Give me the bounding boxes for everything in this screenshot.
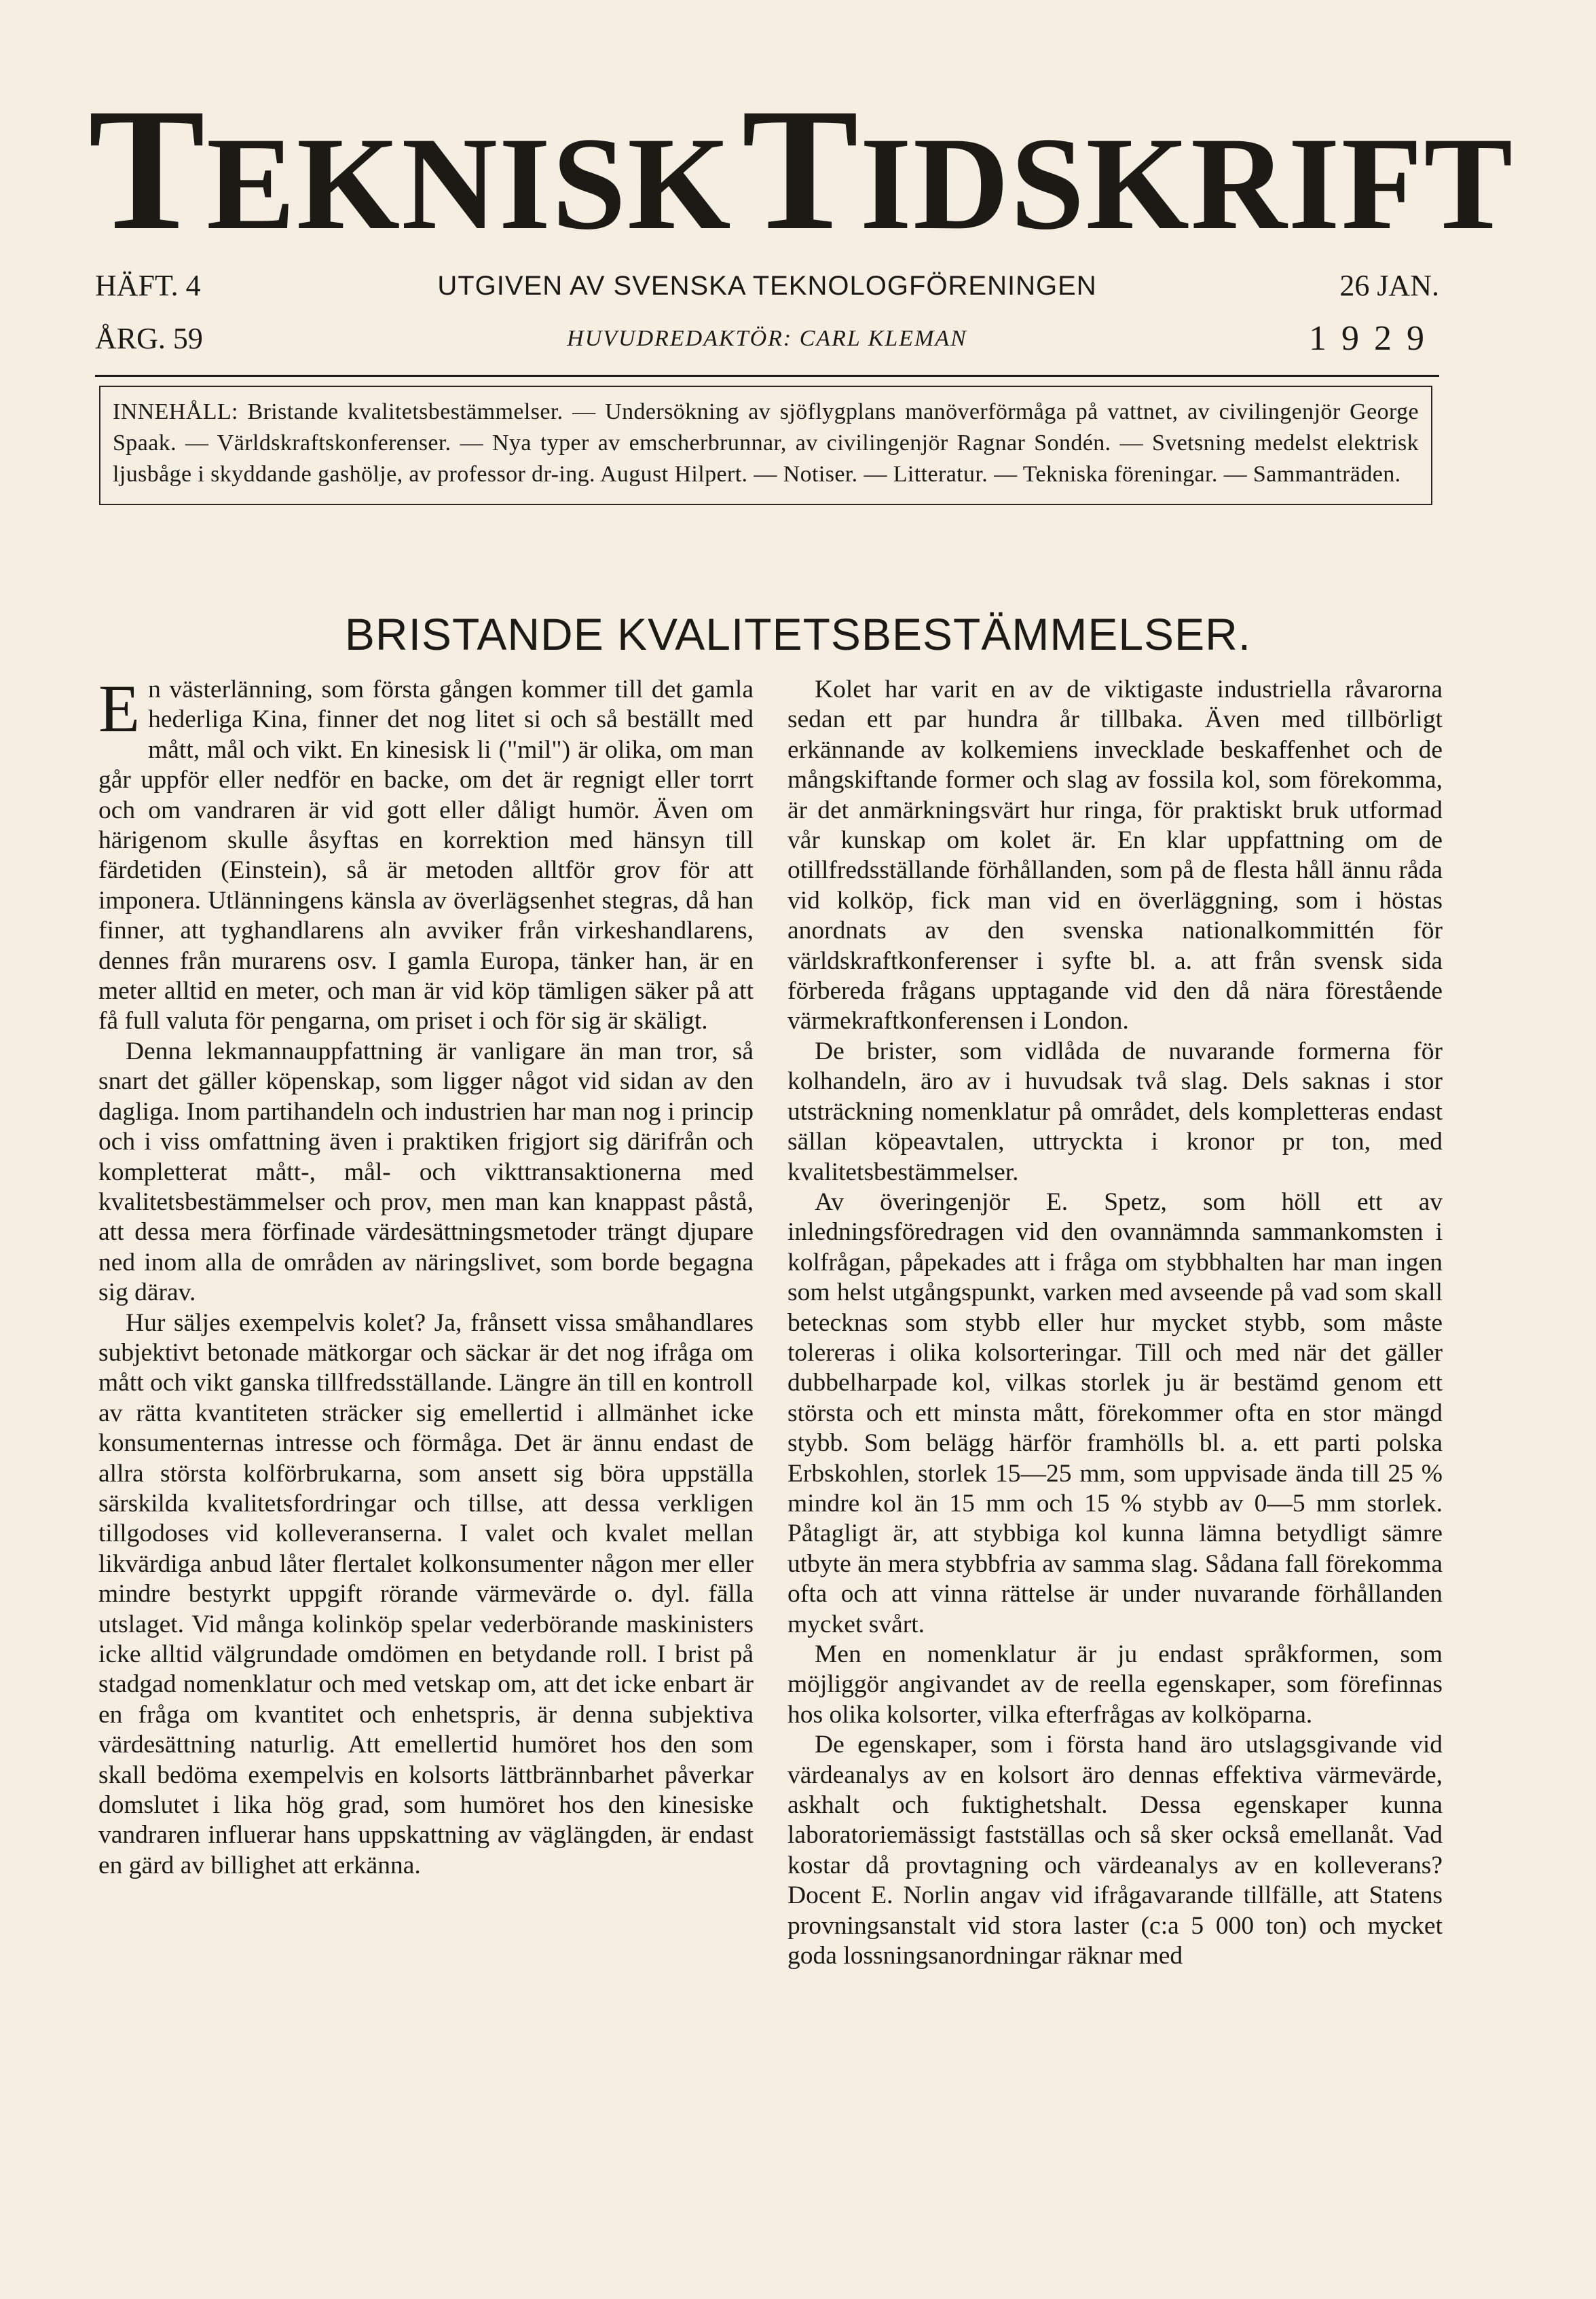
paragraph: De egenskaper, som i första hand äro utslagsgivande vid värdeanalys av en kolsort äro dennas effektiva värmevärde, askhalt och fuktighetshalt. Dessa egenskaper kunna laboratoriemässigt fastställas och så sker också emellanåt. Vad kostar då provtagning och värdeanalys av en kolleverans? Docent E. Norlin angav vid ifrågavarande tillfälle, att Statens provningsanstalt vid stora laster (c:a 5 000 ton) och mycket goda lossningsanordningar räknar med xyxy=(787,1731,1443,1970)
paragraph xyxy=(98,671,754,1037)
paragraph: Kolet har varit en av de viktigaste industriella råvarorna sedan ett par hundra år tillbaka. Även med tillbörligt erkännande av kolkemiens invecklade beskaffenhet och de mångskiftande former och slag av fossila kol, som förekomma, är det anmärkningsvärt hur ringa, för praktiskt bruk utformad vår kunskap om kolet är. En klar uppfattning om de otillfredsställande förhållanden, som på de flesta håll ännu råda vid kolköp, fick man vid en överläggning, som i höstas anordnats av den svenska nationalkommittén för världskraftkonferenser i syfte bl. a. att från svensk sida förbereda frågans upptagande vid den då nära förestående värmekraftkonferensen i London. xyxy=(787,676,1443,1035)
masthead xyxy=(88,72,1515,266)
left-column xyxy=(98,671,754,1881)
masthead-t3: T xyxy=(741,72,860,266)
editor-line: HUVUDREDAKTÖR: CARL KLEMAN xyxy=(567,326,967,351)
issue-year: 1929 xyxy=(1309,319,1439,358)
paragraph-text: n västerlänning, som första gången kommer till det gamla hederliga Kina, finner det nog litet si och så beställt med mått, mål och vikt. En kinesisk li ("mil") är olika, om man går uppför eller nedför en backe, om det är regnigt eller torrt och om vandraren är vid gott eller dåligt humör. Även om härigenom skulle åsyftas en korrektion med hänsyn till färdetiden (Einstein), så är metoden alltför grov för att imponera. Utlänningens känsla av överlägsenhet stegras, då han finner, att tyghandlarens aln avviker från virkeshandlarens, dennes från murarens osv. I gamla Europa, tänker han, är en meter alltid en meter, och man är vid köp tämligen säker på att få full valuta för pengarna, om priset i och för sig är skäligt. xyxy=(98,676,754,1035)
masthead-t1: T xyxy=(88,72,207,266)
article-title: BRISTANDE KVALITETSBESTÄMMELSER. xyxy=(344,609,1252,659)
table-of-contents: INNEHÅLL: Bristande kvalitetsbestämmelser. — Undersökning av sjöflygplans manöverförmåga på vattnet, av civilingenjör George Spaak. — Världskraftskonferenser. — Nya typer av emscherbrunnar, av civilingenjör Ragnar Sondén. — Svetsning medelst elektrisk ljusbåge i skyddande gashölje, av professor dr-ing. August Hilpert. — Notiser. — Litteratur. — Tekniska föreningar. — Sammanträden. xyxy=(99,386,1432,505)
issue-date: 26 JAN. xyxy=(1339,269,1439,302)
publisher-line: UTGIVEN AV SVENSKA TEKNOLOGFÖRENINGEN xyxy=(437,271,1097,301)
paragraph: Hur säljes exempelvis kolet? Ja, frånsett vissa småhandlares subjektivt betonade mätkorgar och säckar är det nog ifråga om mått och vikt ganska tillfredsställande. Längre än till en kontroll av rätta kvantiteten sträcker sig emellertid i allmänhet icke konsumenternas intresse och förmåga. Det är ännu endast de allra största kolförbrukarna, som ansett sig böra uppställa särskilda kvalitetsfordringar och tillse, att dessa verkligen tillgodoses vid kolleveranserna. I valet och kvalet mellan likvärdiga anbud låter flertalet kolkonsumenter någon mer eller mindre bestyrkt uppgift rörande värmevärde o. dyl. fälla utslaget. Vid många kolinköp spelar vederbörande maskinisters icke alltid välgrundade omdömen en betydande roll. I brist på stadgad nomenklatur och med vetskap om, att det icke enbart är en fråga om kvantitet och enhetspris, är denna subjektiva värdesättning naturlig. Att emellertid humöret hos den som skall bedöma exempelvis en kolsorts lättbrännbarhet påverkar domslutet i lika hög grad, som humöret hos den kinesiske vandraren influerar hans uppskattning av väglängden, är endast en gärd av billighet att erkänna. xyxy=(98,1308,754,1879)
drop-cap: E xyxy=(98,671,141,746)
issue-number: HÄFT. 4 xyxy=(95,269,201,302)
right-column xyxy=(787,675,1443,1971)
masthead-word1: EKNISK xyxy=(206,110,732,257)
masthead-word2: IDSKRIFT xyxy=(859,110,1515,257)
header-rule xyxy=(95,375,1439,377)
volume-number: ÅRG. 59 xyxy=(95,322,203,355)
paragraph: Denna lekmannauppfattning är vanligare än man tror, så snart det gäller köpenskap, som ligger något vid sidan av den dagliga. Inom partihandeln och industrien har man nog i princip och i viss omfattning även i praktiken frigjort sig därifrån och kompletterat mått-, mål- och vikttransaktionerna med kvalitetsbestämmelser och prov, men man kan knappast påstå, att dessa mera förfinade värdesättningsmetoder trängt djupare ned inom alla de områden av näringslivet, som borde begagna sig därav. xyxy=(98,1037,754,1307)
paragraph: Men en nomenklatur är ju endast språkformen, som möjliggör angivandet av de reella egenskaper, som förefinnas hos olika kolsorter, vilka efterfrågas av kolköparna. xyxy=(787,1640,1443,1729)
paragraph: Av överingenjör E. Spetz, som höll ett av inledningsföredragen vid den ovannämnda sammankomsten i kolfrågan, påpekades att i fråga om stybbhalten har man ingen som helst utgångspunkt, varken med avseende på vad som skall betecknas som stybb eller hur mycket stybb, som måste tolereras i olika kolsorteringar. Till och med när det gäller dubbelharpade kol, vilkas storlek ju är bestämd genom ett största och ett minsta mått, förekommer ofta en stor mängd stybb. Som belägg härför framhölls bl. a. ett parti polska Erbskohlen, storlek 15—25 mm, som uppvisade ända till 25 % mindre kol än 15 mm och 15 % stybb av 0—5 mm storlek. Påtagligt är, att stybbiga kol kunna lämna betydligt sämre utbyte än mera stybbfria av samma slag. Sådana fall förekomma ofta och att vinna rättelse är under nuvarande förhållanden mycket svårt. xyxy=(787,1188,1443,1638)
paragraph: De brister, som vidlåda de nuvarande formerna för kolhandeln, äro av i huvudsak två slag. Dels saknas i stor utsträckning nomenklatur på området, dels kompletteras endast sällan köpeavtalen, uttryckta i kronor pr ton, med kvalitetsbestämmelser. xyxy=(787,1037,1443,1186)
